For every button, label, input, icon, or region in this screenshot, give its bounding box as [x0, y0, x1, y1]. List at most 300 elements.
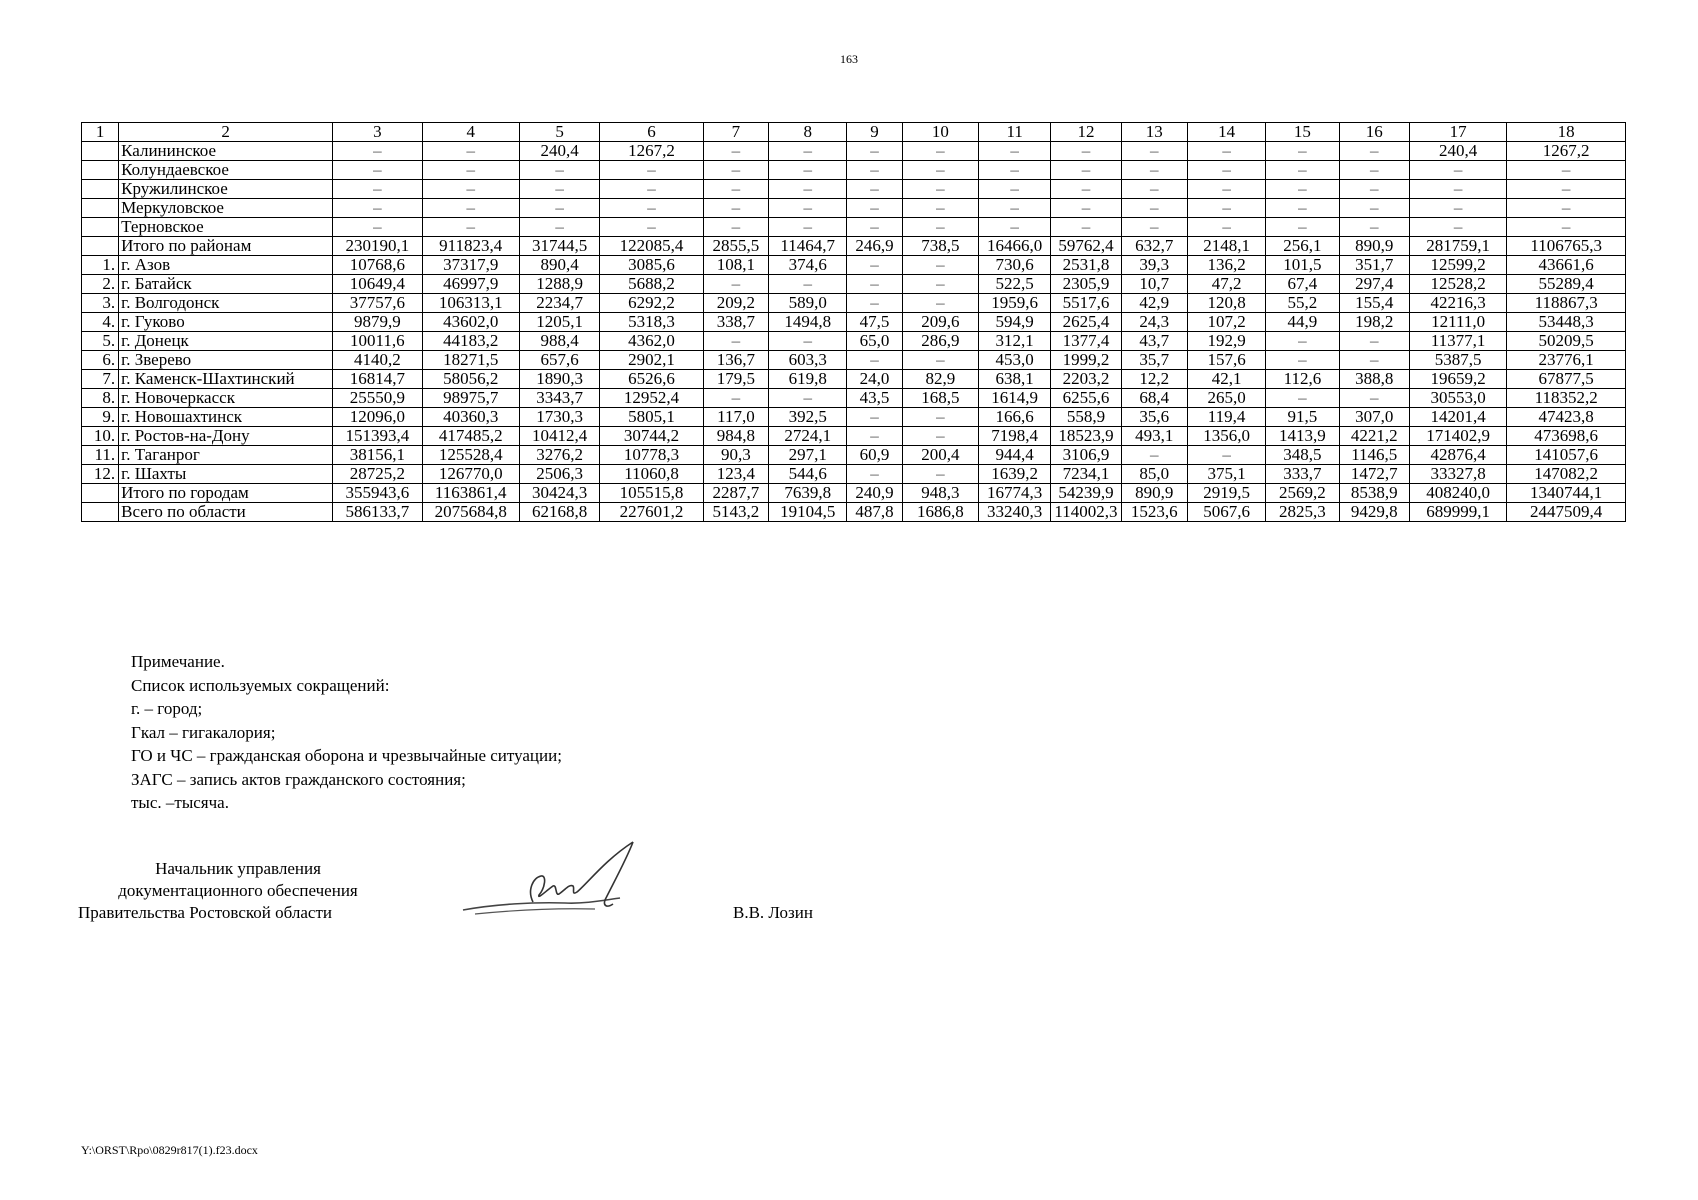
row-number-cell: 5. [82, 332, 119, 351]
value-cell: 50209,5 [1507, 332, 1626, 351]
value-cell: – [769, 180, 847, 199]
value-cell: 1523,6 [1121, 503, 1187, 522]
row-name-cell: г. Новошахтинск [119, 408, 333, 427]
value-cell: 112,6 [1266, 370, 1339, 389]
value-cell: – [703, 142, 768, 161]
header-cell: 11 [979, 123, 1051, 142]
value-cell: – [1409, 161, 1506, 180]
value-cell: 12111,0 [1409, 313, 1506, 332]
value-cell: 408240,0 [1409, 484, 1506, 503]
value-cell: 2287,7 [703, 484, 768, 503]
header-cell: 14 [1187, 123, 1265, 142]
value-cell: 43,5 [847, 389, 902, 408]
value-cell: 265,0 [1187, 389, 1265, 408]
value-cell: 12599,2 [1409, 256, 1506, 275]
value-cell: 2148,1 [1187, 237, 1265, 256]
value-cell: – [1339, 351, 1409, 370]
value-cell: – [847, 199, 902, 218]
value-cell: – [703, 199, 768, 218]
value-cell: 31744,5 [519, 237, 599, 256]
value-cell: 988,4 [519, 332, 599, 351]
value-cell: – [1187, 446, 1265, 465]
header-cell: 16 [1339, 123, 1409, 142]
value-cell: 166,6 [979, 408, 1051, 427]
row-name-cell: г. Зверево [119, 351, 333, 370]
value-cell: 16814,7 [333, 370, 422, 389]
value-cell: – [1266, 218, 1339, 237]
table-body [82, 123, 1626, 522]
signature-title [78, 858, 398, 924]
table-row [82, 332, 1626, 351]
value-cell: 60,9 [847, 446, 902, 465]
header-cell: 12 [1051, 123, 1121, 142]
data-table [81, 122, 1626, 522]
table-row [82, 446, 1626, 465]
value-cell: – [902, 199, 978, 218]
value-cell: – [1051, 142, 1121, 161]
value-cell: 1340744,1 [1507, 484, 1626, 503]
value-cell: 1377,4 [1051, 332, 1121, 351]
value-cell: – [1051, 161, 1121, 180]
note-line: ГО и ЧС – гражданская оборона и чрезвычайные ситуации; [131, 746, 562, 765]
value-cell: 192,9 [1187, 332, 1265, 351]
row-number-cell: 10. [82, 427, 119, 446]
value-cell: 5143,2 [703, 503, 768, 522]
value-cell: 281759,1 [1409, 237, 1506, 256]
table-row [82, 218, 1626, 237]
row-number-cell: 11. [82, 446, 119, 465]
value-cell: 30424,3 [519, 484, 599, 503]
row-name-cell: г. Волгодонск [119, 294, 333, 313]
value-cell: – [1121, 446, 1187, 465]
row-number-cell: 6. [82, 351, 119, 370]
value-cell: – [1507, 218, 1626, 237]
value-cell: 35,6 [1121, 408, 1187, 427]
header-cell: 6 [600, 123, 703, 142]
signer-name: В.В. Лозин [733, 903, 813, 922]
value-cell: 43661,6 [1507, 256, 1626, 275]
value-cell: 2305,9 [1051, 275, 1121, 294]
table-row [82, 237, 1626, 256]
header-cell: 13 [1121, 123, 1187, 142]
value-cell: 657,6 [519, 351, 599, 370]
value-cell: 1146,5 [1339, 446, 1409, 465]
value-cell: 5387,5 [1409, 351, 1506, 370]
value-cell: – [769, 161, 847, 180]
value-cell: 9879,9 [333, 313, 422, 332]
value-cell: 126770,0 [422, 465, 519, 484]
value-cell: 1472,7 [1339, 465, 1409, 484]
value-cell: 333,7 [1266, 465, 1339, 484]
value-cell: 16774,3 [979, 484, 1051, 503]
value-cell: 911823,4 [422, 237, 519, 256]
value-cell: – [902, 351, 978, 370]
value-cell: 1267,2 [600, 142, 703, 161]
value-cell: – [422, 180, 519, 199]
value-cell: – [1507, 180, 1626, 199]
value-cell: – [519, 161, 599, 180]
value-cell: 1686,8 [902, 503, 978, 522]
value-cell: – [1339, 218, 1409, 237]
table-row [82, 180, 1626, 199]
value-cell: 12952,4 [600, 389, 703, 408]
value-cell: – [1339, 142, 1409, 161]
value-cell: – [519, 180, 599, 199]
value-cell: 40360,3 [422, 408, 519, 427]
value-cell: – [1266, 389, 1339, 408]
value-cell: 106313,1 [422, 294, 519, 313]
row-name-cell: г. Каменск-Шахтинский [119, 370, 333, 389]
value-cell: – [847, 465, 902, 484]
row-name-cell: Всего по области [119, 503, 333, 522]
row-number-cell [82, 484, 119, 503]
value-cell: – [1266, 161, 1339, 180]
value-cell: 417485,2 [422, 427, 519, 446]
row-number-cell: 2. [82, 275, 119, 294]
value-cell: 98975,7 [422, 389, 519, 408]
value-cell: 338,7 [703, 313, 768, 332]
value-cell: 890,9 [1339, 237, 1409, 256]
row-number-cell [82, 237, 119, 256]
row-number-cell: 9. [82, 408, 119, 427]
row-number-cell [82, 218, 119, 237]
value-cell: 286,9 [902, 332, 978, 351]
value-cell: 43602,0 [422, 313, 519, 332]
signature-title-line: документационного обеспечения [118, 881, 358, 900]
value-cell: 25550,9 [333, 389, 422, 408]
value-cell: 1730,3 [519, 408, 599, 427]
row-name-cell: г. Ростов-на-Дону [119, 427, 333, 446]
value-cell: 55,2 [1266, 294, 1339, 313]
value-cell: 24,0 [847, 370, 902, 389]
value-cell: 374,6 [769, 256, 847, 275]
value-cell: 730,6 [979, 256, 1051, 275]
value-cell: 67877,5 [1507, 370, 1626, 389]
value-cell: – [600, 161, 703, 180]
value-cell: 1106765,3 [1507, 237, 1626, 256]
value-cell: 101,5 [1266, 256, 1339, 275]
value-cell: – [847, 256, 902, 275]
value-cell: 62168,8 [519, 503, 599, 522]
value-cell: – [979, 218, 1051, 237]
table-row [82, 142, 1626, 161]
value-cell: 91,5 [1266, 408, 1339, 427]
value-cell: 1959,6 [979, 294, 1051, 313]
value-cell: – [333, 180, 422, 199]
value-cell: 42,1 [1187, 370, 1265, 389]
value-cell: 355943,6 [333, 484, 422, 503]
value-cell: 23776,1 [1507, 351, 1626, 370]
value-cell: 42,9 [1121, 294, 1187, 313]
value-cell: 3085,6 [600, 256, 703, 275]
value-cell: 168,5 [902, 389, 978, 408]
value-cell: – [1409, 199, 1506, 218]
value-cell: – [422, 142, 519, 161]
note-line: г. – город; [131, 699, 203, 718]
value-cell: 24,3 [1121, 313, 1187, 332]
header-cell: 5 [519, 123, 599, 142]
table-row [82, 427, 1626, 446]
value-cell: 136,7 [703, 351, 768, 370]
table-header-row [82, 123, 1626, 142]
value-cell: – [979, 142, 1051, 161]
value-cell: 114002,3 [1051, 503, 1121, 522]
value-cell: – [333, 161, 422, 180]
value-cell: 2825,3 [1266, 503, 1339, 522]
value-cell: 1494,8 [769, 313, 847, 332]
table-row [82, 465, 1626, 484]
value-cell: 2506,3 [519, 465, 599, 484]
value-cell: – [1187, 180, 1265, 199]
value-cell: 42216,3 [1409, 294, 1506, 313]
row-name-cell: Калининское [119, 142, 333, 161]
value-cell: 37317,9 [422, 256, 519, 275]
value-cell: – [847, 142, 902, 161]
value-cell: – [1339, 332, 1409, 351]
value-cell: 123,4 [703, 465, 768, 484]
value-cell: – [1266, 351, 1339, 370]
value-cell: 230190,1 [333, 237, 422, 256]
value-cell: 1288,9 [519, 275, 599, 294]
value-cell: – [1266, 180, 1339, 199]
value-cell: 11377,1 [1409, 332, 1506, 351]
page-number: 163 [840, 52, 858, 66]
value-cell: 453,0 [979, 351, 1051, 370]
value-cell: 30553,0 [1409, 389, 1506, 408]
value-cell: 42876,4 [1409, 446, 1506, 465]
value-cell: 14201,4 [1409, 408, 1506, 427]
value-cell: 1267,2 [1507, 142, 1626, 161]
value-cell: 594,9 [979, 313, 1051, 332]
value-cell: – [847, 351, 902, 370]
table-row [82, 199, 1626, 218]
value-cell: 240,4 [519, 142, 599, 161]
value-cell: – [1187, 199, 1265, 218]
note-line: тыс. –тысяча. [131, 793, 229, 812]
value-cell: 1163861,4 [422, 484, 519, 503]
value-cell: 1639,2 [979, 465, 1051, 484]
value-cell: 2625,4 [1051, 313, 1121, 332]
header-cell: 2 [119, 123, 333, 142]
value-cell: 43,7 [1121, 332, 1187, 351]
value-cell: 35,7 [1121, 351, 1187, 370]
handwritten-signature [455, 840, 665, 930]
value-cell: – [1266, 199, 1339, 218]
value-cell: – [902, 427, 978, 446]
value-cell: 155,4 [1339, 294, 1409, 313]
value-cell: – [1507, 161, 1626, 180]
value-cell: 59762,4 [1051, 237, 1121, 256]
value-cell: 9429,8 [1339, 503, 1409, 522]
row-number-cell: 4. [82, 313, 119, 332]
value-cell: – [769, 332, 847, 351]
value-cell: 297,1 [769, 446, 847, 465]
value-cell: – [847, 294, 902, 313]
signature-title-line: Начальник управления [155, 859, 321, 878]
value-cell: 603,3 [769, 351, 847, 370]
row-name-cell: г. Азов [119, 256, 333, 275]
header-cell: 1 [82, 123, 119, 142]
value-cell: 6255,6 [1051, 389, 1121, 408]
value-cell: 392,5 [769, 408, 847, 427]
value-cell: 348,5 [1266, 446, 1339, 465]
value-cell: 12096,0 [333, 408, 422, 427]
value-cell: 2447509,4 [1507, 503, 1626, 522]
value-cell: 638,1 [979, 370, 1051, 389]
value-cell: 10412,4 [519, 427, 599, 446]
row-name-cell: Терновское [119, 218, 333, 237]
value-cell: – [600, 218, 703, 237]
value-cell: – [703, 218, 768, 237]
value-cell: 37757,6 [333, 294, 422, 313]
table-row [82, 408, 1626, 427]
value-cell: – [1409, 218, 1506, 237]
value-cell: 2569,2 [1266, 484, 1339, 503]
value-cell: 5688,2 [600, 275, 703, 294]
row-name-cell: г. Гуково [119, 313, 333, 332]
value-cell: 312,1 [979, 332, 1051, 351]
row-number-cell: 12. [82, 465, 119, 484]
value-cell: 105515,8 [600, 484, 703, 503]
value-cell: 38156,1 [333, 446, 422, 465]
value-cell: 227601,2 [600, 503, 703, 522]
row-name-cell: г. Таганрог [119, 446, 333, 465]
value-cell: 948,3 [902, 484, 978, 503]
value-cell: – [902, 180, 978, 199]
value-cell: 3106,9 [1051, 446, 1121, 465]
value-cell: 1890,3 [519, 370, 599, 389]
value-cell: 33240,3 [979, 503, 1051, 522]
row-number-cell: 7. [82, 370, 119, 389]
value-cell: 18523,9 [1051, 427, 1121, 446]
table-row [82, 503, 1626, 522]
value-cell: – [600, 199, 703, 218]
value-cell: – [1339, 161, 1409, 180]
value-cell: 44,9 [1266, 313, 1339, 332]
value-cell: 119,4 [1187, 408, 1265, 427]
value-cell: – [847, 408, 902, 427]
value-cell: – [1187, 142, 1265, 161]
value-cell: – [1409, 180, 1506, 199]
value-cell: 8538,9 [1339, 484, 1409, 503]
value-cell: 200,4 [902, 446, 978, 465]
value-cell: 65,0 [847, 332, 902, 351]
value-cell: 171402,9 [1409, 427, 1506, 446]
value-cell: – [1121, 218, 1187, 237]
value-cell: – [1121, 161, 1187, 180]
value-cell: – [902, 161, 978, 180]
value-cell: 240,4 [1409, 142, 1506, 161]
value-cell: 1413,9 [1266, 427, 1339, 446]
row-number-cell [82, 142, 119, 161]
value-cell: – [902, 142, 978, 161]
row-name-cell: г. Шахты [119, 465, 333, 484]
value-cell: – [1121, 180, 1187, 199]
value-cell: – [1187, 218, 1265, 237]
value-cell: – [333, 199, 422, 218]
value-cell: 18271,5 [422, 351, 519, 370]
value-cell: 28725,2 [333, 465, 422, 484]
value-cell: 1356,0 [1187, 427, 1265, 446]
table-row [82, 294, 1626, 313]
row-name-cell: г. Новочеркасск [119, 389, 333, 408]
value-cell: 10768,6 [333, 256, 422, 275]
value-cell: 2855,5 [703, 237, 768, 256]
value-cell: 1999,2 [1051, 351, 1121, 370]
value-cell: – [333, 218, 422, 237]
value-cell: 82,9 [902, 370, 978, 389]
value-cell: 85,0 [1121, 465, 1187, 484]
value-cell: 5318,3 [600, 313, 703, 332]
value-cell: 68,4 [1121, 389, 1187, 408]
value-cell: – [422, 218, 519, 237]
table-row [82, 161, 1626, 180]
value-cell: – [902, 465, 978, 484]
value-cell: 7234,1 [1051, 465, 1121, 484]
header-cell: 17 [1409, 123, 1506, 142]
value-cell: – [1121, 199, 1187, 218]
value-cell: – [902, 218, 978, 237]
row-name-cell: Колундаевское [119, 161, 333, 180]
value-cell: – [703, 161, 768, 180]
value-cell: 39,3 [1121, 256, 1187, 275]
row-number-cell: 3. [82, 294, 119, 313]
value-cell: – [1187, 161, 1265, 180]
note-line: Список используемых сокращений: [131, 675, 390, 695]
value-cell: – [847, 180, 902, 199]
row-number-cell [82, 503, 119, 522]
table-row [82, 313, 1626, 332]
value-cell: – [1051, 199, 1121, 218]
value-cell: 544,6 [769, 465, 847, 484]
value-cell: 11060,8 [600, 465, 703, 484]
value-cell: – [703, 180, 768, 199]
value-cell: 10011,6 [333, 332, 422, 351]
table-row [82, 275, 1626, 294]
value-cell: – [519, 199, 599, 218]
value-cell: – [847, 161, 902, 180]
value-cell: 10649,4 [333, 275, 422, 294]
value-cell: – [847, 427, 902, 446]
value-cell: – [422, 199, 519, 218]
value-cell: 2902,1 [600, 351, 703, 370]
value-cell: 12528,2 [1409, 275, 1506, 294]
value-cell: 209,2 [703, 294, 768, 313]
header-cell: 10 [902, 123, 978, 142]
value-cell: 689999,1 [1409, 503, 1506, 522]
value-cell: – [519, 218, 599, 237]
value-cell: – [847, 275, 902, 294]
value-cell: 122085,4 [600, 237, 703, 256]
header-cell: 8 [769, 123, 847, 142]
value-cell: 118867,3 [1507, 294, 1626, 313]
value-cell: – [979, 199, 1051, 218]
table-row [82, 484, 1626, 503]
value-cell: 493,1 [1121, 427, 1187, 446]
notes [131, 650, 562, 815]
value-cell: – [847, 218, 902, 237]
value-cell: 246,9 [847, 237, 902, 256]
value-cell: 3276,2 [519, 446, 599, 465]
value-cell: – [769, 275, 847, 294]
value-cell: – [1266, 142, 1339, 161]
header-cell: 7 [703, 123, 768, 142]
value-cell: 522,5 [979, 275, 1051, 294]
value-cell: 738,5 [902, 237, 978, 256]
header-cell: 3 [333, 123, 422, 142]
row-name-cell: Кружилинское [119, 180, 333, 199]
value-cell: 151393,4 [333, 427, 422, 446]
